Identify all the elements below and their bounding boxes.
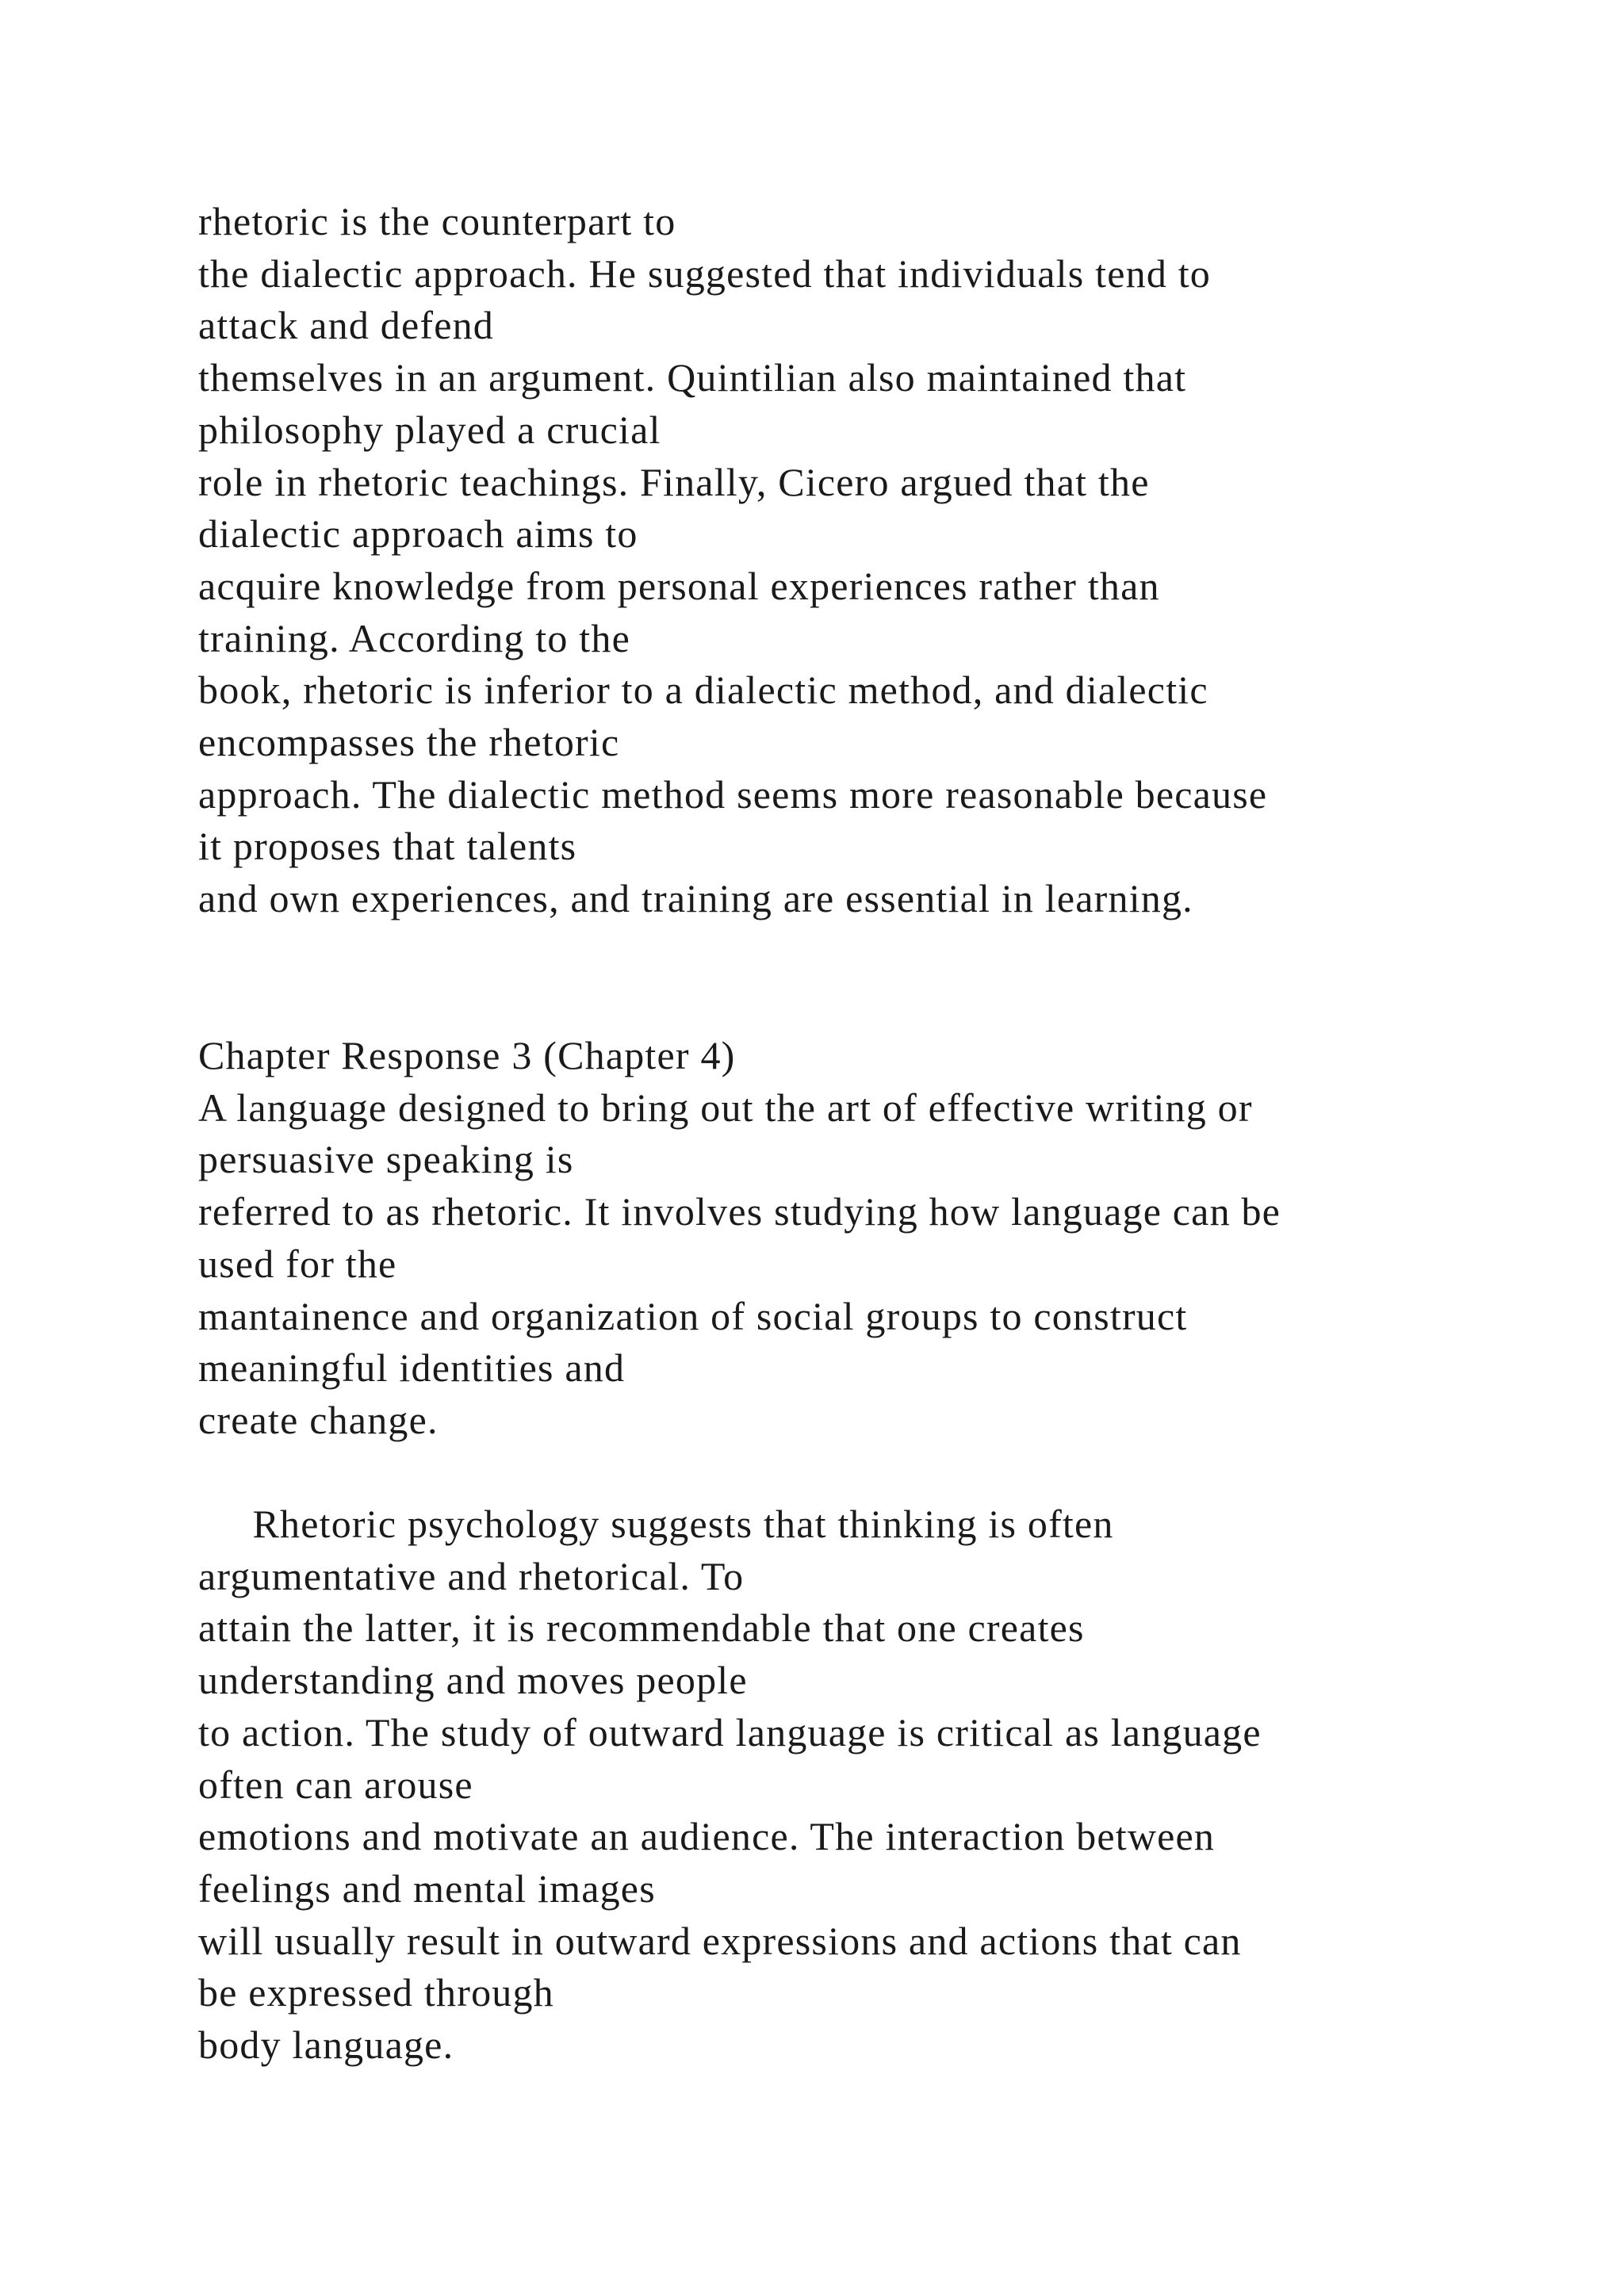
text-line: often can arouse [198, 1762, 473, 1807]
text-line: argumentative and rhetorical. To [198, 1553, 745, 1598]
text-line: meaningful identities and [198, 1345, 626, 1391]
text-line: philosophy played a crucial [198, 407, 661, 452]
text-line: the dialectic approach. He suggested that individuals tend to [198, 251, 1212, 296]
paragraph-dialectic-rhetoric [198, 196, 1546, 925]
text-line: attack and defend [198, 303, 494, 348]
text-line: Rhetoric psychology suggests that thinking is often [198, 1502, 1114, 1546]
text-line: training. According to the [198, 615, 630, 660]
text-line: create change. [198, 1397, 439, 1442]
text-line: book, rhetoric is inferior to a dialectic method, and dialectic [198, 668, 1208, 713]
text-line: dialectic approach aims to [198, 511, 638, 557]
text-line: rhetoric is the counterpart to [198, 199, 676, 243]
text-line: attain the latter, it is recommendable that one creates [198, 1605, 1085, 1651]
text-line: encompasses the rhetoric [198, 720, 620, 765]
text-line: and own experiences, and training are essential in learning. [198, 876, 1193, 921]
text-line: role in rhetoric teachings. Finally, Cicero argued that the [198, 459, 1150, 504]
text-line: it proposes that talents [198, 824, 577, 869]
text-line: emotions and motivate an audience. The interaction between [198, 1814, 1216, 1859]
text-line: used for the [198, 1241, 397, 1286]
section-heading: Chapter Response 3 (Chapter 4) [198, 1033, 736, 1077]
text-line: feelings and mental images [198, 1866, 656, 1911]
text-line: referred to as rhetoric. It involves studying how language can be [198, 1189, 1281, 1234]
chapter-response-section [198, 1030, 1546, 1447]
paragraph-rhetoric-psychology [198, 1498, 1546, 2072]
text-line: themselves in an argument. Quintilian also maintained that [198, 355, 1187, 400]
text-line: acquire knowledge from personal experiences rather than [198, 563, 1160, 608]
text-line: mantainence and organization of social groups to construct [198, 1293, 1188, 1338]
text-line: A language designed to bring out the art of effective writing or [198, 1085, 1253, 1130]
text-line: body language. [198, 2022, 454, 2068]
text-line: persuasive speaking is [198, 1137, 574, 1182]
text-line: will usually result in outward expressions and actions that can [198, 1918, 1242, 1963]
text-line: understanding and moves people [198, 1658, 748, 1703]
text-line: be expressed through [198, 1970, 554, 2015]
text-line: to action. The study of outward language is critical as language [198, 1709, 1262, 1755]
text-line: approach. The dialectic method seems more reasonable because [198, 771, 1268, 817]
